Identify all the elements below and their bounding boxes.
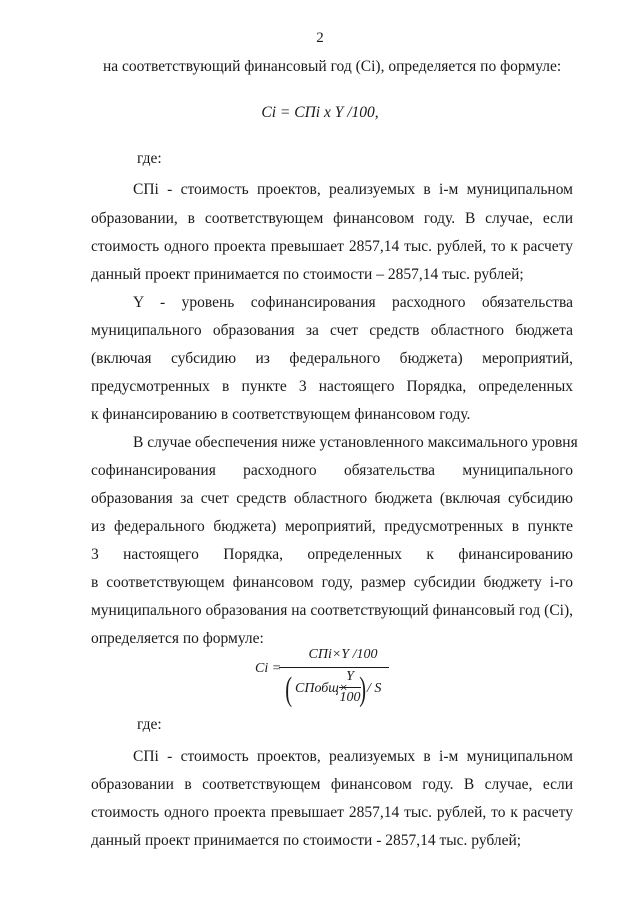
text-line: к финансированию в соответствующем финансовом году. xyxy=(91,406,471,423)
text-line: В случае обеспечения ниже установленного максимального уровня xyxy=(133,434,578,451)
text-line: образовании, в соответствующем финансовом году. В случае, если xyxy=(91,210,573,227)
formula-simple: Ci = СПi x Y /100, xyxy=(261,104,379,121)
text-line: стоимость одного проекта превышает 2857,14 тыс. рублей, то к расчету xyxy=(91,804,573,821)
formula-divisor: / S xyxy=(367,681,382,696)
text-line: образовании в соответствующем финансовом году. В случае, если xyxy=(91,776,573,793)
text-line: данный проект принимается по стоимости - 2857,14 тыс. рублей; xyxy=(91,832,522,849)
text-line: данный проект принимается по стоимости – 2857,14 тыс. рублей; xyxy=(91,266,524,283)
page-number: 2 xyxy=(316,30,324,46)
formula-lhs: Ci = xyxy=(255,661,282,676)
formula-denominator-term: СПобщ× xyxy=(295,681,349,696)
text-line: муниципального образования за счет средств областного бюджета xyxy=(91,322,573,339)
formula-numerator: СПi×Y /100 xyxy=(308,647,378,662)
text-line: СПi - стоимость проектов, реализуемых в i-м муниципальном xyxy=(133,748,573,765)
formula-inner-numerator: Y xyxy=(346,669,354,684)
formula-inner-denominator: 100 xyxy=(339,690,361,705)
paren-right: ) xyxy=(359,671,367,708)
text-line: муниципального образования на соответствующий финансовый год (Ci), xyxy=(91,602,573,619)
text-line: стоимость одного проекта превышает 2857,14 тыс. рублей, то к расчету xyxy=(91,238,573,255)
text-line: из федерального бюджета) мероприятий, предусмотренных в пункте xyxy=(91,518,573,535)
inner-fraction-bar xyxy=(339,687,361,688)
text-line: (включая субсидию из федерального бюджета) мероприятий, xyxy=(91,350,573,367)
text-line: 3 настоящего Порядка, определенных к финансированию xyxy=(91,546,573,563)
text-line: где: xyxy=(137,716,162,733)
formula-fraction xyxy=(255,647,415,717)
text-line: где: xyxy=(137,150,162,167)
text-line: Y - уровень софинансирования расходного обязательства xyxy=(133,294,573,311)
text-line: определяется по формуле: xyxy=(91,630,264,647)
text-line: предусмотренных в пункте 3 настоящего Порядка, определенных xyxy=(91,378,573,395)
text-line: СПi - стоимость проектов, реализуемых в i-м муниципальном xyxy=(133,181,573,198)
text-line: на соответствующий финансовый год (Ci), определяется по формуле: xyxy=(103,58,562,75)
fraction-bar xyxy=(279,667,389,668)
text-line: образования за счет средств областного бюджета (включая субсидию xyxy=(91,490,573,507)
text-line: в соответствующем финансовом году, размер субсидии бюджету i-го xyxy=(91,574,573,591)
text-line: софинансирования расходного обязательства муниципального xyxy=(91,462,573,479)
paren-left: ( xyxy=(285,671,293,708)
